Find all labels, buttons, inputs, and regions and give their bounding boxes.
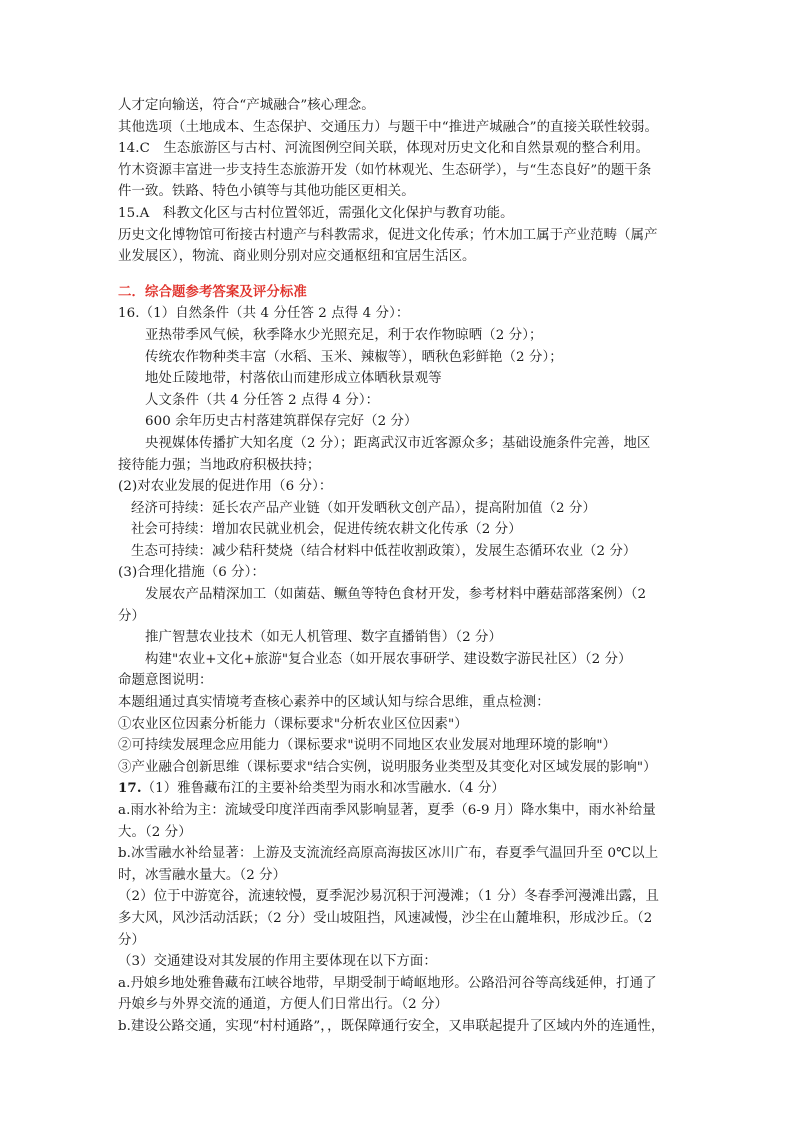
text-line: 人文条件（共 4 分任答 2 点得 4 分）： <box>145 392 380 408</box>
text-line: （2）位于中游宽谷，流速较慢，夏季泥沙易沉积于河漫滩；（1 分）冬春季河漫滩出露，且 <box>118 889 660 905</box>
text-line: 大。（2 分） <box>118 824 192 840</box>
text-line: 本题组通过真实情境考查核心素养中的区域认知与综合思维，重点检测： <box>118 695 550 711</box>
q17-title <box>118 778 686 800</box>
q17-number: 17. <box>118 780 142 797</box>
text-line: ②可持续发展理念应用能力（课标要求"说明不同地区农业发展对地理环境的影响"） <box>118 738 617 754</box>
text-line: 历史文化博物馆可衔接古村遗产与科教需求，促进文化传承；竹木加工属于产业范畴（属产 <box>118 227 658 243</box>
text-line: a.雨水补给为主：流域受印度洋西南季风影响显著，夏季（6-9 月）降水集中，雨水补给量 <box>118 803 656 818</box>
text-line: 构建"农业+文化+旅游"复合业态（如开展农事研学、建设数字游民社区）（2 分） <box>145 651 632 667</box>
text-line: 丹娘乡与外界交流的通道，方便人们日常出行。（2 分） <box>118 997 449 1013</box>
q16-title: 16.（1）自然条件（共 4 分任答 2 点得 4 分）： <box>118 306 410 322</box>
text-line: 600 余年历史古村落建筑群保存完好（2 分） <box>145 414 418 430</box>
text-line: 传统农作物种类丰富（水稻、玉米、辣椒等），晒秋色彩鲜艳（2 分）； <box>145 349 563 365</box>
text-line: 时，冰雪融水量大。（2 分） <box>118 867 287 883</box>
text-line: 竹木资源丰富进一步支持生态旅游开发（如竹林观光、生态研学），与“生态良好”的题干条 <box>118 162 652 178</box>
text-line: 亚热带季风气候，秋季降水少光照充足，利于农作物晾晒（2 分）； <box>145 327 543 343</box>
text-line: 生态可持续：减少秸秆焚烧（结合材料中低茬收割政策），发展生态循环农业（2 分） <box>131 543 637 559</box>
text-line: a.丹娘乡地处雅鲁藏布江峡谷地带，早期受制于崎岖地形。公路沿河谷等高线延伸，打通了 <box>118 975 657 991</box>
text-line: 社会可持续：增加农民就业机会，促进传统农耕文化传承（2 分） <box>131 522 522 538</box>
text-line: 分） <box>118 932 145 948</box>
text-line: 其他选项（土地成本、生态保护、交通压力）与题干中“推进产城融合”的直接关联性较弱。 <box>118 119 659 135</box>
text-line: 分） <box>118 608 145 624</box>
text-line: 人才定向输送，符合“产城融合”核心理念。 <box>118 98 375 113</box>
text-line: 业发展区），物流、商业则分别对应交通枢纽和宜居生活区。 <box>118 249 476 265</box>
q16-part3: (3)合理化措施（6 分）： <box>118 565 265 581</box>
text-line: ③产业融合创新思维（课标要求"结合实例，说明服务业类型及其变化对区域发展的影响"） <box>118 759 657 775</box>
text-line: 多大风，风沙活动活跃；（2 分）受山坡阻挡，风速减慢，沙尘在山麓堆积，形成沙丘。（2 <box>118 910 653 926</box>
q16-part2: (2)对农业发展的促进作用（6 分）： <box>118 479 333 495</box>
text-line: b.建设公路交通，实现“村村通路”，，既保障通行安全，又串联起提升了区域内外的连通性， <box>118 1018 665 1034</box>
text-line: 命题意图说明： <box>118 673 213 689</box>
text-line: 件一致。铁路、特色小镇等与其他功能区更相关。 <box>118 184 415 200</box>
text-line: 经济可持续：延长农产品产业链（如开发晒秋文创产品），提高附加值（2 分） <box>131 500 596 516</box>
text-line: 接待能力强；当地政府积极扶持； <box>118 457 321 473</box>
answer-14: 14.C 生态旅游区与古村、河流图例空间关联，体现对历史文化和自然景观的整合利用。 <box>118 141 650 157</box>
text-line: ①农业区位因素分析能力（课标要求"分析农业区位因素"） <box>118 716 468 732</box>
text-line: （3）交通建设对其发展的作用主要体现在以下方面： <box>118 954 437 970</box>
q17-first-line: （1）雅鲁藏布江的主要补给类型为雨水和冰雪融水.（4 分） <box>141 781 505 797</box>
text-line: b.冰雪融水补给显著：上游及支流流经高原高海拔区冰川广布，春夏季气温回升至 0℃以上 <box>118 846 659 862</box>
text-line: 推广智慧农业技术（如无人机管理、数字直播销售）（2 分） <box>145 630 503 646</box>
text-line: 发展农产品精深加工（如菌菇、鳜鱼等特色食材开发，参考材料中蘑菇部落案例）（2 <box>145 587 647 603</box>
section-heading: 二．综合题参考答案及评分标准 <box>118 283 307 300</box>
text-line: 央视媒体传播扩大知名度（2 分）；距离武汉市近客源众多；基础设施条件完善，地区 <box>145 435 651 451</box>
document-body <box>118 95 686 1038</box>
text-line: 地处丘陵地带，村落依山而建形成立体晒秋景观等 <box>145 371 442 387</box>
answer-15: 15.A 科教文化区与古村位置邻近，需强化文化保护与教育功能。 <box>118 205 514 221</box>
